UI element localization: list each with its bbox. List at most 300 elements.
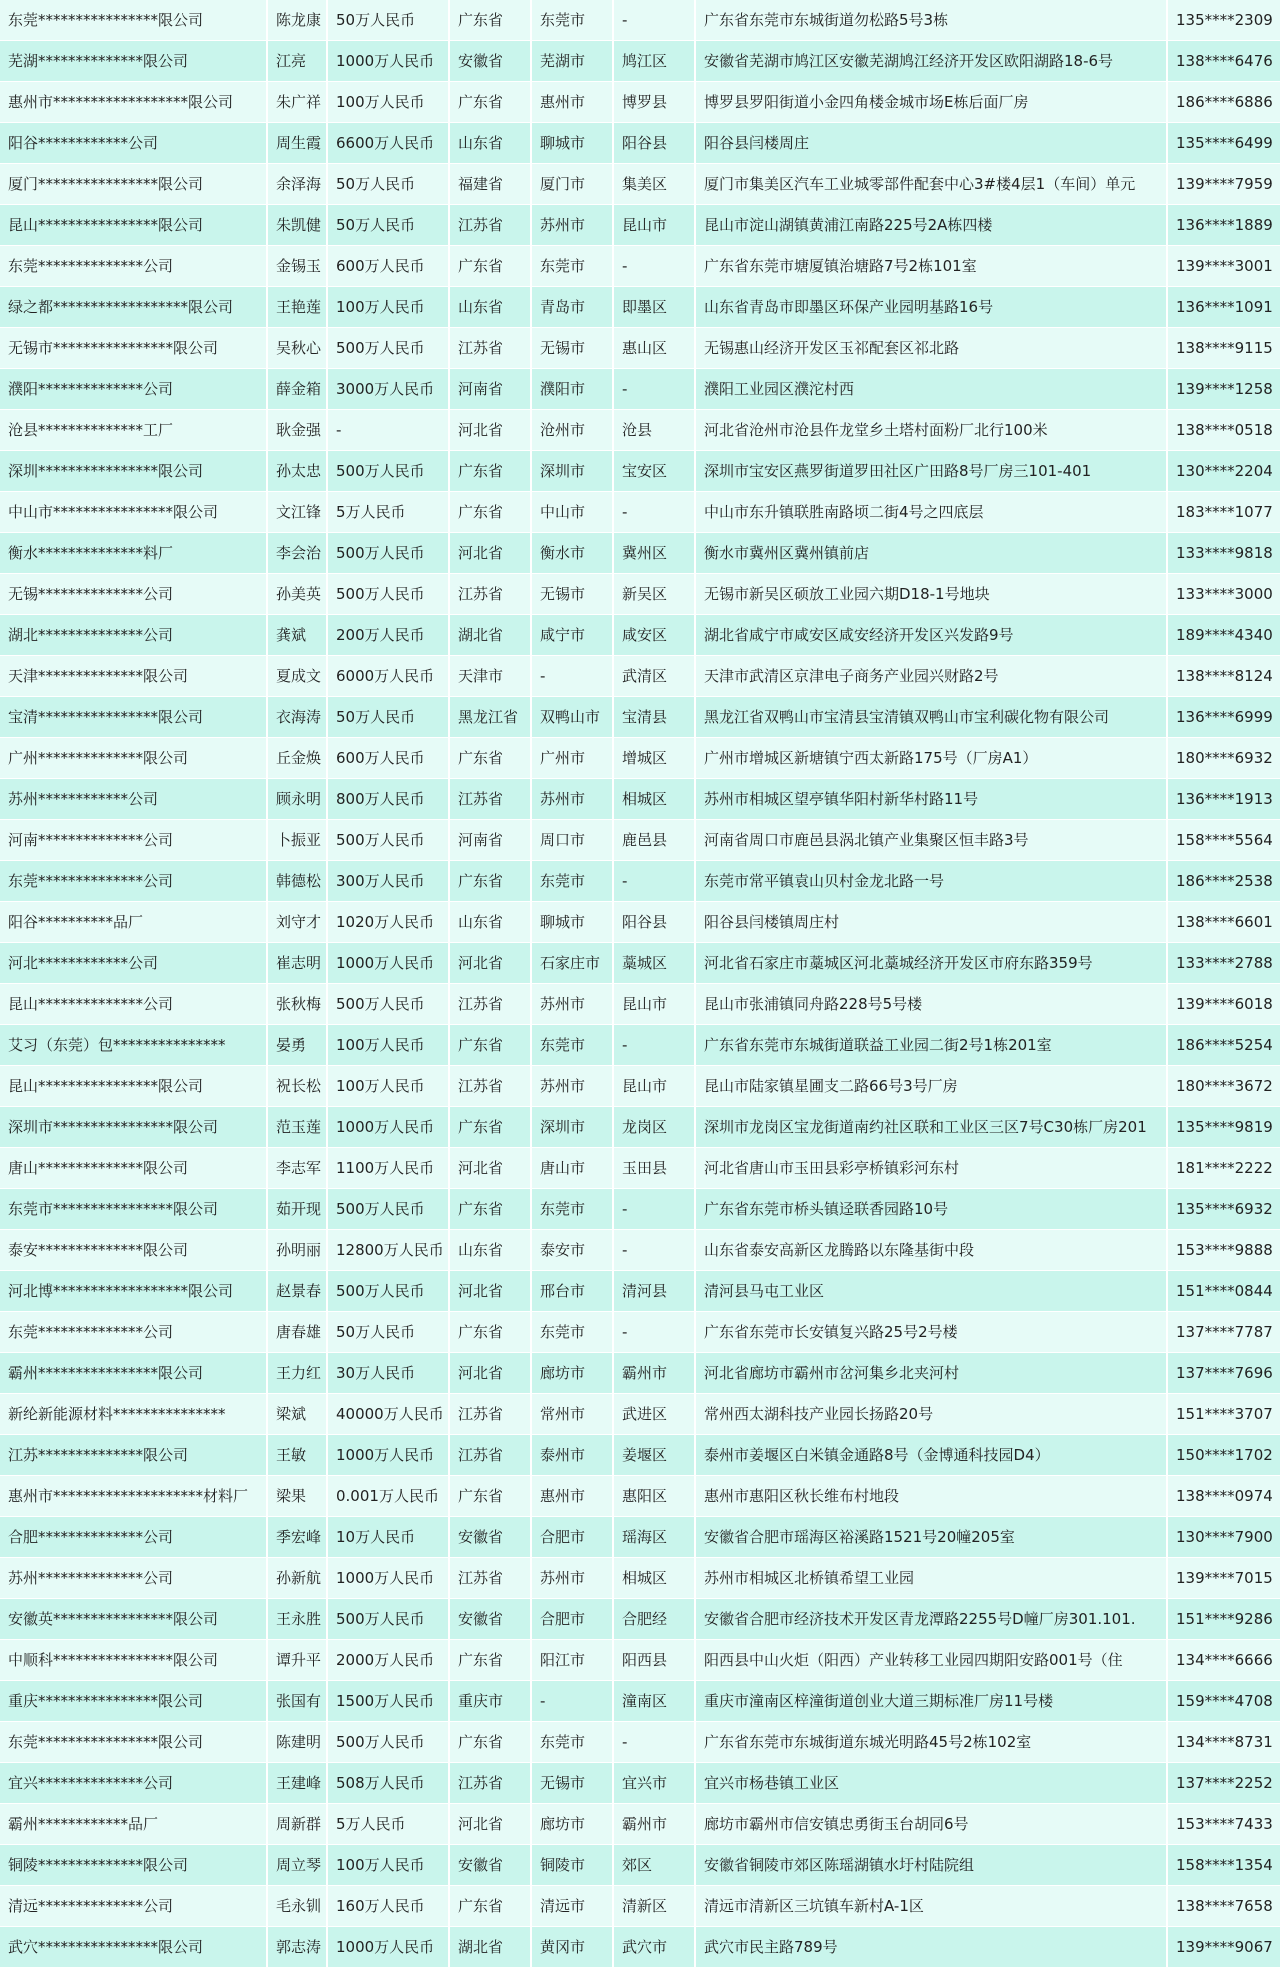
phone-cell: 150****1702	[1168, 1435, 1280, 1476]
district-cell: 藁城区	[614, 943, 694, 984]
registered-capital-cell: 100万人民币	[328, 82, 448, 123]
legal-representative-cell: 刘守才	[268, 902, 326, 943]
table-row	[0, 492, 1280, 533]
table-row	[0, 820, 1280, 861]
registered-capital-cell: 1000万人民币	[328, 943, 448, 984]
district-cell: 合肥经	[614, 1599, 694, 1640]
address-cell: 苏州市相城区望亭镇华阳村新华村路11号	[696, 779, 1166, 820]
company-name-cell: 中山市****************限公司	[0, 492, 266, 533]
company-name-cell: 惠州市********************材料厂	[0, 1476, 266, 1517]
phone-cell: 139****1258	[1168, 369, 1280, 410]
phone-cell: 137****2252	[1168, 1763, 1280, 1804]
address-cell: 东莞市常平镇袁山贝村金龙北路一号	[696, 861, 1166, 902]
table-row	[0, 1025, 1280, 1066]
city-cell: 苏州市	[532, 984, 612, 1025]
province-cell: 河北省	[450, 1804, 530, 1845]
registered-capital-cell: 500万人民币	[328, 1722, 448, 1763]
address-cell: 河南省周口市鹿邑县涡北镇产业集聚区恒丰路3号	[696, 820, 1166, 861]
province-cell: 广东省	[450, 1189, 530, 1230]
city-cell: 沧州市	[532, 410, 612, 451]
legal-representative-cell: 吴秋心	[268, 328, 326, 369]
province-cell: 河北省	[450, 1271, 530, 1312]
company-name-cell: 中顺科****************限公司	[0, 1640, 266, 1681]
phone-cell: 130****2204	[1168, 451, 1280, 492]
legal-representative-cell: 李志军	[268, 1148, 326, 1189]
address-cell: 濮阳工业园区濮沱村西	[696, 369, 1166, 410]
registered-capital-cell: 200万人民币	[328, 615, 448, 656]
address-cell: 宜兴市杨巷镇工业区	[696, 1763, 1166, 1804]
province-cell: 河北省	[450, 1353, 530, 1394]
company-name-cell: 重庆****************限公司	[0, 1681, 266, 1722]
phone-cell: 137****7787	[1168, 1312, 1280, 1353]
address-cell: 山东省泰安高新区龙腾路以东隆基街中段	[696, 1230, 1166, 1271]
company-name-cell: 天津**************限公司	[0, 656, 266, 697]
registered-capital-cell: 160万人民币	[328, 1886, 448, 1927]
city-cell: -	[532, 1681, 612, 1722]
registered-capital-cell: 1000万人民币	[328, 41, 448, 82]
table-row	[0, 1230, 1280, 1271]
legal-representative-cell: 陈龙康	[268, 0, 326, 41]
legal-representative-cell: 赵景春	[268, 1271, 326, 1312]
phone-cell: 139****3001	[1168, 246, 1280, 287]
registered-capital-cell: 500万人民币	[328, 984, 448, 1025]
city-cell: 厦门市	[532, 164, 612, 205]
address-cell: 武穴市民主路789号	[696, 1927, 1166, 1968]
province-cell: 安徽省	[450, 41, 530, 82]
company-name-cell: 武穴****************限公司	[0, 1927, 266, 1968]
address-cell: 广东省东莞市东城街道东城光明路45号2栋102室	[696, 1722, 1166, 1763]
table-row	[0, 1148, 1280, 1189]
province-cell: 安徽省	[450, 1845, 530, 1886]
table-row	[0, 697, 1280, 738]
company-name-cell: 宝清****************限公司	[0, 697, 266, 738]
table-row	[0, 164, 1280, 205]
city-cell: 无锡市	[532, 1763, 612, 1804]
province-cell: 河北省	[450, 1148, 530, 1189]
table-row	[0, 451, 1280, 492]
province-cell: 山东省	[450, 123, 530, 164]
district-cell: 即墨区	[614, 287, 694, 328]
company-name-cell: 河南**************公司	[0, 820, 266, 861]
phone-cell: 183****1077	[1168, 492, 1280, 533]
district-cell: 咸安区	[614, 615, 694, 656]
company-name-cell: 东莞市****************限公司	[0, 1189, 266, 1230]
table-row	[0, 902, 1280, 943]
city-cell: 苏州市	[532, 205, 612, 246]
district-cell: -	[614, 1312, 694, 1353]
district-cell: 清河县	[614, 1271, 694, 1312]
phone-cell: 134****8731	[1168, 1722, 1280, 1763]
phone-cell: 135****9819	[1168, 1107, 1280, 1148]
province-cell: 山东省	[450, 1230, 530, 1271]
table-row	[0, 861, 1280, 902]
registered-capital-cell: 2000万人民币	[328, 1640, 448, 1681]
phone-cell: 138****9115	[1168, 328, 1280, 369]
address-cell: 阳谷县闫楼镇周庄村	[696, 902, 1166, 943]
phone-cell: 153****7433	[1168, 1804, 1280, 1845]
district-cell: -	[614, 1025, 694, 1066]
province-cell: 重庆市	[450, 1681, 530, 1722]
company-name-cell: 合肥**************公司	[0, 1517, 266, 1558]
registered-capital-cell: 5万人民币	[328, 1804, 448, 1845]
phone-cell: 135****6932	[1168, 1189, 1280, 1230]
address-cell: 湖北省咸宁市咸安区咸安经济开发区兴发路9号	[696, 615, 1166, 656]
company-name-cell: 芜湖**************限公司	[0, 41, 266, 82]
city-cell: 廊坊市	[532, 1353, 612, 1394]
registered-capital-cell: 100万人民币	[328, 287, 448, 328]
table-row	[0, 246, 1280, 287]
city-cell: 合肥市	[532, 1517, 612, 1558]
legal-representative-cell: 朱凯健	[268, 205, 326, 246]
province-cell: 江苏省	[450, 779, 530, 820]
phone-cell: 139****9067	[1168, 1927, 1280, 1968]
city-cell: 聊城市	[532, 902, 612, 943]
phone-cell: 151****3707	[1168, 1394, 1280, 1435]
registered-capital-cell: 50万人民币	[328, 697, 448, 738]
district-cell: -	[614, 246, 694, 287]
company-name-cell: 绿之都******************限公司	[0, 287, 266, 328]
province-cell: 广东省	[450, 1722, 530, 1763]
table-row	[0, 943, 1280, 984]
legal-representative-cell: 耿金强	[268, 410, 326, 451]
district-cell: 霸州市	[614, 1353, 694, 1394]
registered-capital-cell: 5万人民币	[328, 492, 448, 533]
legal-representative-cell: 祝长松	[268, 1066, 326, 1107]
district-cell: -	[614, 1230, 694, 1271]
legal-representative-cell: 李会治	[268, 533, 326, 574]
district-cell: 郊区	[614, 1845, 694, 1886]
address-cell: 无锡市新吴区硕放工业园六期D18-1号地块	[696, 574, 1166, 615]
registered-capital-cell: 600万人民币	[328, 246, 448, 287]
company-name-cell: 宜兴**************公司	[0, 1763, 266, 1804]
district-cell: 武清区	[614, 656, 694, 697]
address-cell: 广东省东莞市长安镇复兴路25号2号楼	[696, 1312, 1166, 1353]
legal-representative-cell: 孙太忠	[268, 451, 326, 492]
phone-cell: 189****4340	[1168, 615, 1280, 656]
phone-cell: 151****9286	[1168, 1599, 1280, 1640]
company-name-cell: 苏州************公司	[0, 779, 266, 820]
city-cell: 濮阳市	[532, 369, 612, 410]
legal-representative-cell: 金锡玉	[268, 246, 326, 287]
phone-cell: 180****6932	[1168, 738, 1280, 779]
province-cell: 广东省	[450, 861, 530, 902]
registered-capital-cell: 1020万人民币	[328, 902, 448, 943]
registered-capital-cell: 1000万人民币	[328, 1558, 448, 1599]
province-cell: 河南省	[450, 369, 530, 410]
legal-representative-cell: 孙美英	[268, 574, 326, 615]
company-name-cell: 江苏**************限公司	[0, 1435, 266, 1476]
city-cell: 芜湖市	[532, 41, 612, 82]
city-cell: 咸宁市	[532, 615, 612, 656]
table-row	[0, 1107, 1280, 1148]
company-name-cell: 唐山**************限公司	[0, 1148, 266, 1189]
address-cell: 清远市清新区三坑镇车新村A-1区	[696, 1886, 1166, 1927]
table-row	[0, 1927, 1280, 1968]
district-cell: 宝安区	[614, 451, 694, 492]
legal-representative-cell: 周立琴	[268, 1845, 326, 1886]
phone-cell: 136****1091	[1168, 287, 1280, 328]
registered-capital-cell: 3000万人民币	[328, 369, 448, 410]
province-cell: 江苏省	[450, 574, 530, 615]
registered-capital-cell: 10万人民币	[328, 1517, 448, 1558]
phone-cell: 180****3672	[1168, 1066, 1280, 1107]
address-cell: 重庆市潼南区梓潼街道创业大道三期标准厂房11号楼	[696, 1681, 1166, 1722]
legal-representative-cell: 王艳莲	[268, 287, 326, 328]
district-cell: 昆山市	[614, 984, 694, 1025]
city-cell: 苏州市	[532, 1558, 612, 1599]
company-name-cell: 东莞****************限公司	[0, 1722, 266, 1763]
company-name-cell: 铜陵**************限公司	[0, 1845, 266, 1886]
address-cell: 天津市武清区京津电子商务产业园兴财路2号	[696, 656, 1166, 697]
province-cell: 江苏省	[450, 1394, 530, 1435]
district-cell: -	[614, 369, 694, 410]
registered-capital-cell: 500万人民币	[328, 533, 448, 574]
registered-capital-cell: 1000万人民币	[328, 1107, 448, 1148]
legal-representative-cell: 韩德松	[268, 861, 326, 902]
province-cell: 广东省	[450, 1312, 530, 1353]
company-name-cell: 新纶新能源材料***************	[0, 1394, 266, 1435]
legal-representative-cell: 梁斌	[268, 1394, 326, 1435]
address-cell: 广东省东莞市东城街道联益工业园二街2号1栋201室	[696, 1025, 1166, 1066]
phone-cell: 135****2309	[1168, 0, 1280, 41]
province-cell: 广东省	[450, 0, 530, 41]
legal-representative-cell: 薛金箱	[268, 369, 326, 410]
city-cell: 惠州市	[532, 82, 612, 123]
province-cell: 河北省	[450, 943, 530, 984]
registered-capital-cell: 6600万人民币	[328, 123, 448, 164]
table-row	[0, 779, 1280, 820]
phone-cell: 139****6018	[1168, 984, 1280, 1025]
district-cell: 冀州区	[614, 533, 694, 574]
city-cell: 阳江市	[532, 1640, 612, 1681]
table-row	[0, 328, 1280, 369]
table-row	[0, 1804, 1280, 1845]
legal-representative-cell: 陈建明	[268, 1722, 326, 1763]
address-cell: 阳西县中山火炬（阳西）产业转移工业园四期阳安路001号（住	[696, 1640, 1166, 1681]
table-row	[0, 0, 1280, 41]
table-row	[0, 1271, 1280, 1312]
table-row	[0, 1722, 1280, 1763]
address-cell: 河北省石家庄市藁城区河北藁城经济开发区市府东路359号	[696, 943, 1166, 984]
province-cell: 广东省	[450, 1640, 530, 1681]
registered-capital-cell: 1000万人民币	[328, 1435, 448, 1476]
table-row	[0, 738, 1280, 779]
address-cell: 廊坊市霸州市信安镇忠勇街玉台胡同6号	[696, 1804, 1166, 1845]
city-cell: 泰安市	[532, 1230, 612, 1271]
legal-representative-cell: 顾永明	[268, 779, 326, 820]
phone-cell: 159****4708	[1168, 1681, 1280, 1722]
legal-representative-cell: 衣海涛	[268, 697, 326, 738]
legal-representative-cell: 谭升平	[268, 1640, 326, 1681]
phone-cell: 136****6999	[1168, 697, 1280, 738]
city-cell: 深圳市	[532, 1107, 612, 1148]
address-cell: 安徽省芜湖市鸠江区安徽芜湖鸠江经济开发区欧阳湖路18-6号	[696, 41, 1166, 82]
district-cell: 清新区	[614, 1886, 694, 1927]
district-cell: 玉田县	[614, 1148, 694, 1189]
legal-representative-cell: 王力红	[268, 1353, 326, 1394]
phone-cell: 136****1913	[1168, 779, 1280, 820]
phone-cell: 181****2222	[1168, 1148, 1280, 1189]
district-cell: 昆山市	[614, 205, 694, 246]
city-cell: 深圳市	[532, 451, 612, 492]
city-cell: 无锡市	[532, 574, 612, 615]
company-name-cell: 清远**************公司	[0, 1886, 266, 1927]
company-name-cell: 阳谷**********品厂	[0, 902, 266, 943]
table-row	[0, 1476, 1280, 1517]
city-cell: 黄冈市	[532, 1927, 612, 1968]
registered-capital-cell: 0.001万人民币	[328, 1476, 448, 1517]
registered-capital-cell: 6000万人民币	[328, 656, 448, 697]
registered-capital-cell: 800万人民币	[328, 779, 448, 820]
registered-capital-cell: 500万人民币	[328, 574, 448, 615]
table-row	[0, 1558, 1280, 1599]
registered-capital-cell: 100万人民币	[328, 1845, 448, 1886]
table-row	[0, 205, 1280, 246]
district-cell: 武进区	[614, 1394, 694, 1435]
legal-representative-cell: 王永胜	[268, 1599, 326, 1640]
district-cell: 相城区	[614, 1558, 694, 1599]
legal-representative-cell: 唐春雄	[268, 1312, 326, 1353]
city-cell: 聊城市	[532, 123, 612, 164]
table-row	[0, 656, 1280, 697]
phone-cell: 158****5564	[1168, 820, 1280, 861]
company-name-cell: 安徽英****************限公司	[0, 1599, 266, 1640]
city-cell: 合肥市	[532, 1599, 612, 1640]
address-cell: 泰州市姜堰区白米镇金通路8号（金博通科技园D4）	[696, 1435, 1166, 1476]
city-cell: 石家庄市	[532, 943, 612, 984]
district-cell: 增城区	[614, 738, 694, 779]
city-cell: 东莞市	[532, 246, 612, 287]
registered-capital-cell: 500万人民币	[328, 1271, 448, 1312]
company-name-cell: 东莞****************限公司	[0, 0, 266, 41]
address-cell: 清河县马屯工业区	[696, 1271, 1166, 1312]
city-cell: 无锡市	[532, 328, 612, 369]
city-cell: 衡水市	[532, 533, 612, 574]
legal-representative-cell: 文江锋	[268, 492, 326, 533]
company-name-cell: 厦门****************限公司	[0, 164, 266, 205]
phone-cell: 151****0844	[1168, 1271, 1280, 1312]
phone-cell: 133****3000	[1168, 574, 1280, 615]
district-cell: 集美区	[614, 164, 694, 205]
company-name-cell: 沧县**************工厂	[0, 410, 266, 451]
phone-cell: 138****0974	[1168, 1476, 1280, 1517]
city-cell: 铜陵市	[532, 1845, 612, 1886]
registered-capital-cell: 12800万人民币	[328, 1230, 448, 1271]
company-name-cell: 东莞**************公司	[0, 1312, 266, 1353]
phone-cell: 158****1354	[1168, 1845, 1280, 1886]
company-name-cell: 无锡市****************限公司	[0, 328, 266, 369]
legal-representative-cell: 崔志明	[268, 943, 326, 984]
address-cell: 苏州市相城区北桥镇希望工业园	[696, 1558, 1166, 1599]
legal-representative-cell: 龚斌	[268, 615, 326, 656]
table-row	[0, 82, 1280, 123]
province-cell: 广东省	[450, 82, 530, 123]
legal-representative-cell: 余泽海	[268, 164, 326, 205]
registered-capital-cell: -	[328, 410, 448, 451]
company-name-cell: 昆山****************限公司	[0, 1066, 266, 1107]
address-cell: 昆山市陆家镇星圃支二路66号3号厂房	[696, 1066, 1166, 1107]
legal-representative-cell: 毛永钏	[268, 1886, 326, 1927]
district-cell: 宝清县	[614, 697, 694, 738]
company-name-cell: 广州**************限公司	[0, 738, 266, 779]
city-cell: 常州市	[532, 1394, 612, 1435]
city-cell: 惠州市	[532, 1476, 612, 1517]
registered-capital-cell: 600万人民币	[328, 738, 448, 779]
district-cell: 相城区	[614, 779, 694, 820]
table-row	[0, 41, 1280, 82]
city-cell: 清远市	[532, 1886, 612, 1927]
district-cell: 阳谷县	[614, 123, 694, 164]
registered-capital-cell: 40000万人民币	[328, 1394, 448, 1435]
city-cell: 东莞市	[532, 1189, 612, 1230]
table-row	[0, 1640, 1280, 1681]
city-cell: 东莞市	[532, 1722, 612, 1763]
district-cell: 霸州市	[614, 1804, 694, 1845]
province-cell: 广东省	[450, 1025, 530, 1066]
city-cell: 中山市	[532, 492, 612, 533]
province-cell: 黑龙江省	[450, 697, 530, 738]
city-cell: 周口市	[532, 820, 612, 861]
province-cell: 广东省	[450, 1886, 530, 1927]
province-cell: 广东省	[450, 738, 530, 779]
address-cell: 衡水市冀州区冀州镇前店	[696, 533, 1166, 574]
table-row	[0, 1394, 1280, 1435]
company-name-cell: 衡水**************料厂	[0, 533, 266, 574]
city-cell: 东莞市	[532, 861, 612, 902]
province-cell: 江苏省	[450, 984, 530, 1025]
district-cell: 博罗县	[614, 82, 694, 123]
phone-cell: 138****7658	[1168, 1886, 1280, 1927]
legal-representative-cell: 江亮	[268, 41, 326, 82]
district-cell: 武穴市	[614, 1927, 694, 1968]
district-cell: 沧县	[614, 410, 694, 451]
company-name-cell: 深圳市****************限公司	[0, 1107, 266, 1148]
address-cell: 广州市增城区新塘镇宁西太新路175号（厂房A1）	[696, 738, 1166, 779]
company-name-cell: 河北博******************限公司	[0, 1271, 266, 1312]
address-cell: 安徽省铜陵市郊区陈瑶湖镇水圩村陆院组	[696, 1845, 1166, 1886]
registered-capital-cell: 500万人民币	[328, 328, 448, 369]
registered-capital-cell: 1500万人民币	[328, 1681, 448, 1722]
city-cell: 东莞市	[532, 0, 612, 41]
city-cell: 东莞市	[532, 1025, 612, 1066]
table-row	[0, 1845, 1280, 1886]
district-cell: -	[614, 1189, 694, 1230]
company-name-cell: 霸州****************限公司	[0, 1353, 266, 1394]
table-row	[0, 574, 1280, 615]
phone-cell: 153****9888	[1168, 1230, 1280, 1271]
city-cell: 广州市	[532, 738, 612, 779]
table-row	[0, 1353, 1280, 1394]
city-cell: 邢台市	[532, 1271, 612, 1312]
legal-representative-cell: 卜振亚	[268, 820, 326, 861]
province-cell: 山东省	[450, 287, 530, 328]
legal-representative-cell: 周生霞	[268, 123, 326, 164]
address-cell: 阳谷县闫楼周庄	[696, 123, 1166, 164]
province-cell: 河北省	[450, 410, 530, 451]
table-row	[0, 410, 1280, 451]
legal-representative-cell: 王敏	[268, 1435, 326, 1476]
registered-capital-cell: 100万人民币	[328, 1066, 448, 1107]
phone-cell: 135****6499	[1168, 123, 1280, 164]
legal-representative-cell: 晏勇	[268, 1025, 326, 1066]
legal-representative-cell: 张秋梅	[268, 984, 326, 1025]
address-cell: 山东省青岛市即墨区环保产业园明基路16号	[696, 287, 1166, 328]
registered-capital-cell: 100万人民币	[328, 1025, 448, 1066]
company-name-cell: 河北************公司	[0, 943, 266, 984]
legal-representative-cell: 朱广祥	[268, 82, 326, 123]
province-cell: 安徽省	[450, 1599, 530, 1640]
province-cell: 河南省	[450, 820, 530, 861]
